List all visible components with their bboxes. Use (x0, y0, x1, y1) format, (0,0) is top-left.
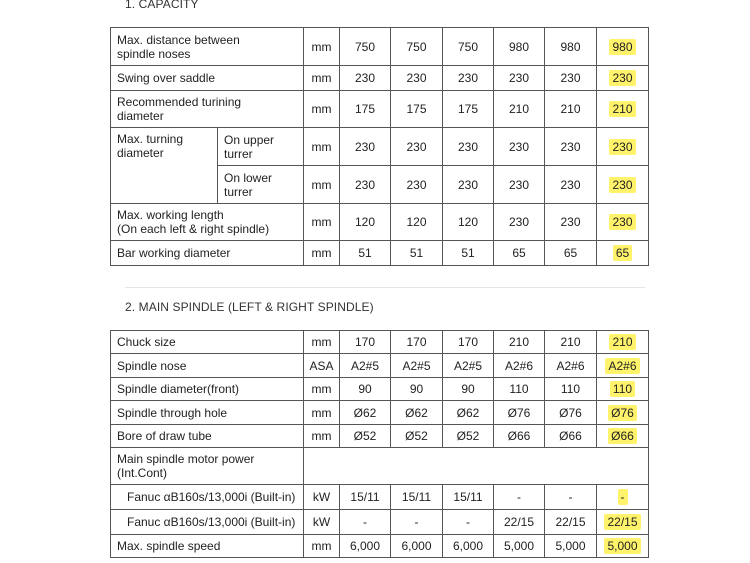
row-value-6 (597, 378, 649, 401)
row-value-6 (597, 128, 649, 166)
row-unit: mm (304, 91, 340, 128)
row-unit: mm (304, 378, 340, 401)
highlighted-value: 65 (613, 245, 632, 261)
row-value-6 (597, 535, 649, 558)
row-value-4: 230 (494, 66, 545, 91)
row-value-2: 51 (391, 241, 443, 266)
row-value-5: 230 (545, 166, 597, 204)
row-value-3: 120 (443, 204, 494, 241)
row-unit: mm (304, 401, 340, 425)
row-unit: mm (304, 425, 340, 448)
row-value-4: 230 (494, 166, 545, 204)
row-value-4: 230 (494, 128, 545, 166)
row-value-1: 170 (340, 331, 391, 354)
row-value-1: Ø52 (340, 425, 391, 448)
row-label: Max. working length (On each left & right spindle) (111, 204, 304, 241)
row-value-3: 51 (443, 241, 494, 266)
table-row (111, 91, 649, 128)
row-label: Bore of draw tube (111, 425, 304, 448)
row-value-4: 210 (494, 91, 545, 128)
row-value-6 (597, 331, 649, 354)
table-row (111, 401, 649, 425)
row-value-4: 65 (494, 241, 545, 266)
highlighted-value: A2#6 (605, 358, 639, 374)
row-value-1: A2#5 (340, 354, 391, 378)
row-value-6 (597, 166, 649, 204)
row-value-5: 230 (545, 204, 597, 241)
row-value-3: 6,000 (443, 535, 494, 558)
row-value-2: 170 (391, 331, 443, 354)
row-label: Swing over saddle (111, 66, 304, 91)
row-unit: mm (304, 28, 340, 66)
section1-title: 1. CAPACITY (125, 0, 199, 11)
row-value-6 (597, 204, 649, 241)
row-label: Max. spindle speed (111, 535, 304, 558)
row-unit: mm (304, 166, 340, 204)
table-row (111, 128, 649, 166)
table-row (111, 378, 649, 401)
row-value-4: 22/15 (494, 510, 545, 535)
row-value-1: Ø62 (340, 401, 391, 425)
highlighted-value: 230 (609, 177, 635, 193)
highlighted-value: 5,000 (604, 538, 640, 554)
table-row (111, 485, 649, 510)
row-value-6 (597, 241, 649, 266)
highlighted-value: Ø66 (608, 428, 637, 444)
table-row (111, 331, 649, 354)
row-value-6 (597, 510, 649, 535)
row-label: Spindle nose (111, 354, 304, 378)
table-row (111, 204, 649, 241)
row-value-1: 750 (340, 28, 391, 66)
row-value-6 (597, 354, 649, 378)
row-value-2: 90 (391, 378, 443, 401)
row-unit: ASA (304, 354, 340, 378)
row-value-5: 210 (545, 331, 597, 354)
row-value-2: 120 (391, 204, 443, 241)
table-row (111, 241, 649, 266)
row-value-6 (597, 28, 649, 66)
row-value-1: 175 (340, 91, 391, 128)
row-value-2: A2#5 (391, 354, 443, 378)
row-value-1: 15/11 (340, 485, 391, 510)
row-value-4: 210 (494, 331, 545, 354)
row-label: Max. turning diameter (111, 128, 218, 204)
row-unit: kW (304, 510, 340, 535)
row-value-6 (597, 425, 649, 448)
highlighted-value: 980 (609, 39, 635, 55)
row-blank (304, 448, 649, 485)
row-value-5: A2#6 (545, 354, 597, 378)
row-label: Spindle through hole (111, 401, 304, 425)
row-value-2: 230 (391, 128, 443, 166)
row-value-3: Ø52 (443, 425, 494, 448)
row-sublabel: On lower turrer (218, 166, 304, 204)
table-row (111, 448, 649, 485)
row-value-4: 5,000 (494, 535, 545, 558)
row-value-3: 170 (443, 331, 494, 354)
row-value-3: Ø62 (443, 401, 494, 425)
table-row (111, 535, 649, 558)
highlighted-value: Ø76 (608, 405, 637, 421)
row-value-5: 980 (545, 28, 597, 66)
row-unit: mm (304, 535, 340, 558)
main-spindle-table (110, 330, 649, 558)
capacity-table (110, 27, 649, 266)
row-value-3: 230 (443, 66, 494, 91)
highlighted-value: 230 (609, 214, 635, 230)
row-unit: mm (304, 241, 340, 266)
row-value-5: 5,000 (545, 535, 597, 558)
row-value-6 (597, 66, 649, 91)
row-label: Spindle diameter(front) (111, 378, 304, 401)
row-value-1: 230 (340, 66, 391, 91)
row-value-1: - (340, 510, 391, 535)
row-value-1: 230 (340, 166, 391, 204)
row-value-2: Ø52 (391, 425, 443, 448)
row-value-2: 15/11 (391, 485, 443, 510)
row-value-5: 230 (545, 128, 597, 166)
table-row (111, 66, 649, 91)
row-value-1: 120 (340, 204, 391, 241)
row-label: Fanuc αB160s/13,000i (Built-in) (111, 485, 304, 510)
row-label: Fanuc αB160s/13,000i (Built-in) (111, 510, 304, 535)
row-value-5: 110 (545, 378, 597, 401)
table-row (111, 425, 649, 448)
row-unit: mm (304, 204, 340, 241)
table-row (111, 28, 649, 66)
row-value-5: 230 (545, 66, 597, 91)
highlighted-value: 110 (610, 381, 635, 397)
row-value-3: 90 (443, 378, 494, 401)
highlighted-value: 22/15 (604, 514, 640, 530)
row-value-4: Ø66 (494, 425, 545, 448)
highlighted-value: - (618, 489, 628, 505)
row-value-5: 210 (545, 91, 597, 128)
row-value-3: 750 (443, 28, 494, 66)
row-value-1: 6,000 (340, 535, 391, 558)
row-value-6 (597, 485, 649, 510)
row-value-5: 22/15 (545, 510, 597, 535)
row-label: Bar working diameter (111, 241, 304, 266)
row-value-1: 90 (340, 378, 391, 401)
row-value-3: 15/11 (443, 485, 494, 510)
row-value-2: 230 (391, 66, 443, 91)
highlighted-value: 230 (609, 139, 635, 155)
row-sublabel: On upper turrer (218, 128, 304, 166)
row-value-3: 230 (443, 166, 494, 204)
row-value-4: A2#6 (494, 354, 545, 378)
table-row (111, 510, 649, 535)
row-value-3: 230 (443, 128, 494, 166)
row-value-3: 175 (443, 91, 494, 128)
row-unit: mm (304, 128, 340, 166)
row-value-1: 230 (340, 128, 391, 166)
row-value-2: 750 (391, 28, 443, 66)
row-label: Main spindle motor power (Int.Cont) (111, 448, 304, 485)
row-value-6 (597, 401, 649, 425)
row-value-3: - (443, 510, 494, 535)
highlighted-value: 210 (609, 334, 635, 350)
row-label: Chuck size (111, 331, 304, 354)
section2-title: 2. MAIN SPINDLE (LEFT & RIGHT SPINDLE) (125, 300, 374, 314)
row-value-2: 175 (391, 91, 443, 128)
row-unit: kW (304, 485, 340, 510)
highlighted-value: 230 (609, 70, 635, 86)
row-value-5: Ø76 (545, 401, 597, 425)
row-unit: mm (304, 66, 340, 91)
row-value-5: Ø66 (545, 425, 597, 448)
row-value-5: - (545, 485, 597, 510)
row-value-2: Ø62 (391, 401, 443, 425)
row-value-1: 51 (340, 241, 391, 266)
highlighted-value: 210 (609, 101, 635, 117)
row-value-4: 110 (494, 378, 545, 401)
row-label: Max. distance between spindle noses (111, 28, 304, 66)
row-value-6 (597, 91, 649, 128)
row-value-4: - (494, 485, 545, 510)
table-row (111, 354, 649, 378)
row-value-3: A2#5 (443, 354, 494, 378)
row-label: Recommended turining diameter (111, 91, 304, 128)
row-value-2: 6,000 (391, 535, 443, 558)
row-value-2: 230 (391, 166, 443, 204)
row-unit: mm (304, 331, 340, 354)
row-value-2: - (391, 510, 443, 535)
row-value-4: Ø76 (494, 401, 545, 425)
row-value-4: 230 (494, 204, 545, 241)
row-value-5: 65 (545, 241, 597, 266)
row-value-4: 980 (494, 28, 545, 66)
